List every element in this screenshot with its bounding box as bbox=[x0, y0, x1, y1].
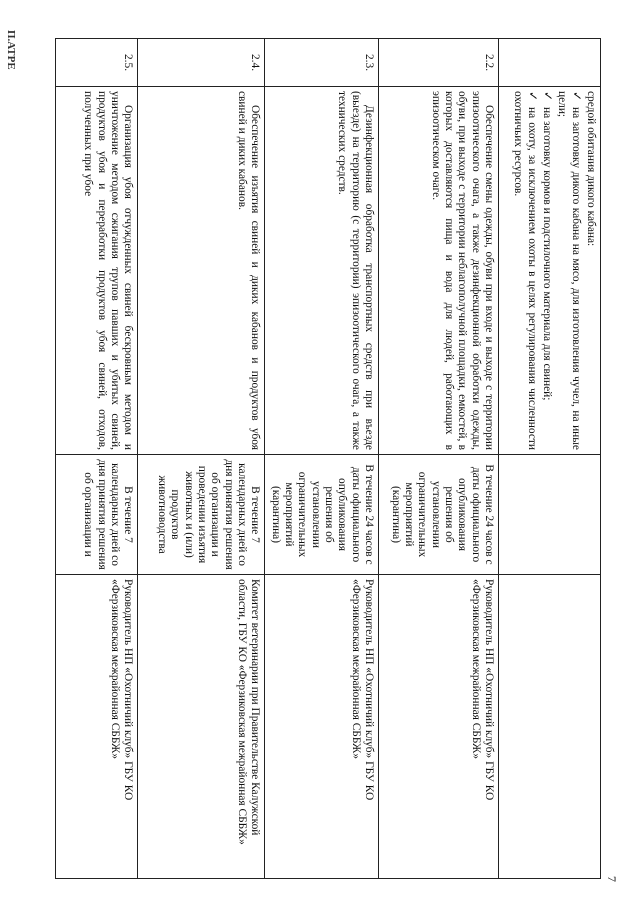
table-row bbox=[138, 39, 265, 879]
measure-line bbox=[540, 91, 555, 450]
period-cell: В течение 24 часов с даты официального опубликования решения об установлении ограничительных мероприятий (карантина) bbox=[379, 455, 499, 575]
table-row bbox=[379, 39, 499, 879]
measure-cell: Обеспечение изъятия свиней и диких кабанов и продуктов убоя свиней и диких кабанов. bbox=[138, 87, 265, 455]
measures-table bbox=[55, 38, 601, 879]
measure-cell: Дезинфекционная обработка транспортных средств при въезде (выезде) на территорию (с территории) эпизоотического очага, а также технических средств. bbox=[265, 87, 379, 455]
responsible-cell: Комитет ветеринарии при Правительстве Калужской области, ГБУ КО «Ферзиковская межрайонная СББЖ» bbox=[138, 575, 265, 879]
measure-cell: Организация убоя отчужденных свиней бескровным методом и уничтожение методом сжигания трупов павших и убитых свиней, продуктов убоя и переработки продуктов убоя свиней, отходов, полученных при убое bbox=[56, 87, 138, 455]
table-row bbox=[265, 39, 379, 879]
measure-line-text: на охоту, за исключением охоты в целях регулирования численности охотничьих ресурсов. bbox=[512, 91, 538, 450]
row-number: 2.5. bbox=[56, 39, 138, 87]
row-number: 2.3. bbox=[265, 39, 379, 87]
period-cell bbox=[499, 455, 601, 575]
bottom-mark: П.АТРЕ bbox=[5, 30, 17, 70]
period-cell: В течение 24 часов с даты официального опубликования решения об установлении ограничительных мероприятий (карантина) bbox=[265, 455, 379, 575]
responsible-cell bbox=[499, 575, 601, 879]
row-number bbox=[499, 39, 601, 87]
responsible-cell: Руководитель НП «Охотничий клуб» ГБУ КО «Ферзиковская межрайонная СББЖ» bbox=[379, 575, 499, 879]
responsible-cell: Руководитель НП «Охотничий клуб» ГБУ КО «Ферзиковская межрайонная СББЖ» bbox=[56, 575, 138, 879]
page-number: 7 bbox=[605, 876, 619, 882]
measure-line: средой обитания дикого кабана: bbox=[585, 91, 597, 247]
table-row bbox=[499, 39, 601, 879]
period-cell: В течение 7 календарных дней со дня принятия решения об организации и bbox=[56, 455, 138, 575]
period-cell: В течение 7 календарных дней со дня принятия решения об организации и проведении изъятия животных и (или) продуктов животноводства bbox=[138, 455, 265, 575]
check-mark-icon: ✓ bbox=[569, 91, 584, 102]
measure-line bbox=[511, 91, 540, 450]
measure-line-text: на заготовку дикого кабана на мясо, для изготовления чучел, на иные цели; bbox=[556, 91, 582, 450]
measure-cell bbox=[499, 87, 601, 455]
check-mark-icon: ✓ bbox=[540, 91, 555, 102]
responsible-cell: Руководитель НП «Охотничий клуб» ГБУ КО «Ферзиковская межрайонная СББЖ» bbox=[265, 575, 379, 879]
check-mark-icon: ✓ bbox=[525, 91, 540, 102]
row-number: 2.2. bbox=[379, 39, 499, 87]
measure-line-text: на заготовку кормов и подстилочного материала для свиней; bbox=[540, 107, 553, 401]
table-row bbox=[56, 39, 138, 879]
row-number: 2.4. bbox=[138, 39, 265, 87]
measure-line bbox=[555, 91, 584, 450]
measure-cell: Обеспечение смены одежды, обуви при входе и выходе с территории эпизоотического очага, а также дезинфекционной обработки одежды, обуви, при выходе с территории неблагополучной площадки, емкостей, в которых доставляются пища и вода для людей, работающих в эпизоотическом очаге. bbox=[379, 87, 499, 455]
